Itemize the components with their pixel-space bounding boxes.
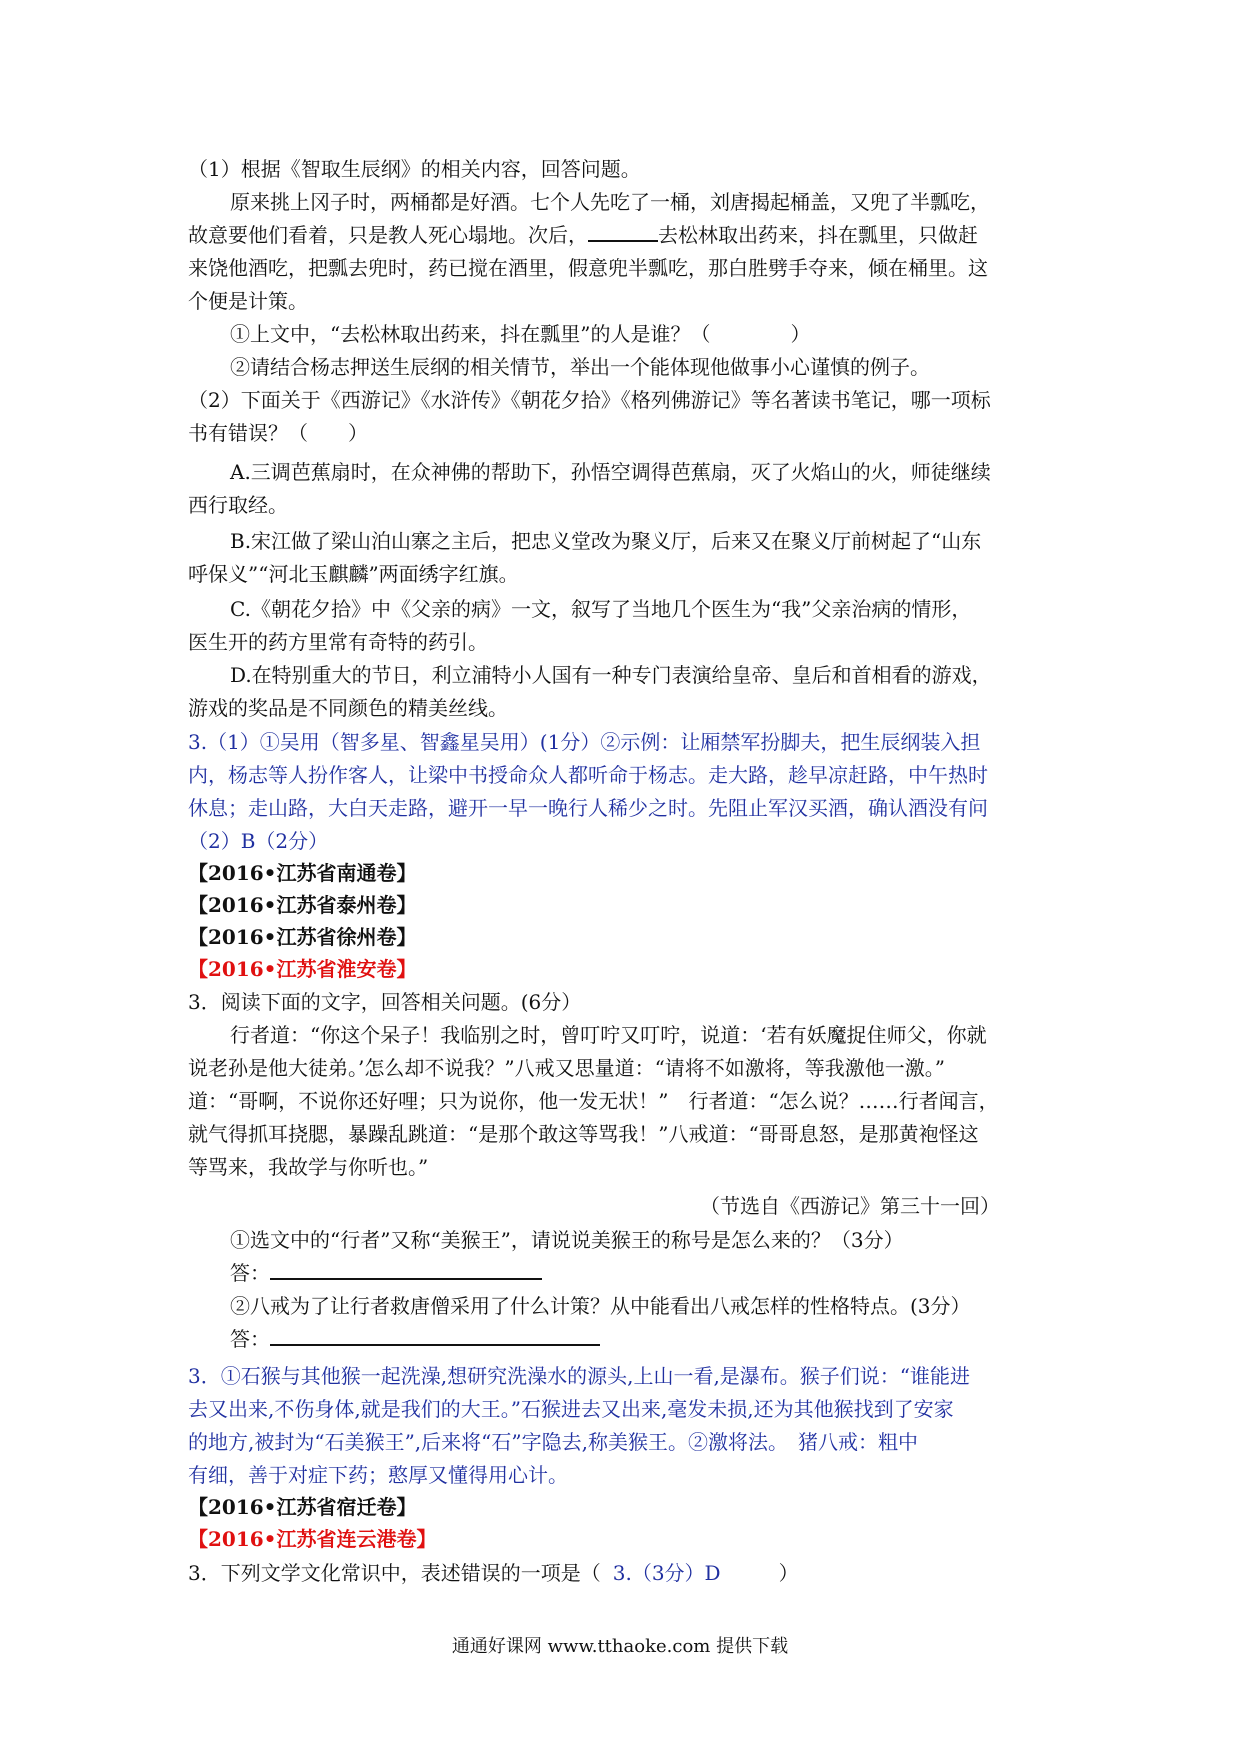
answer-blank <box>270 1326 600 1346</box>
answer-line: 3.（1）①吴用（智多星、智鑫星吴用）(1分）②示例：让厢禁军扮脚夫，把生辰纲装入担 <box>188 730 981 754</box>
q3-passage-line: 行者道：“你这个呆子！我临别之时，曾叮咛又叮咛，说道：‘若有妖魔捉住师父，你就 <box>230 1023 987 1047</box>
q3-passage-line: 道：“哥啊，不说你还好哩；只为说你，他一发无状！” 行者道：“怎么说？……行者闻言， <box>188 1089 999 1113</box>
fill-blank <box>588 222 658 242</box>
q1-passage-text: 故意要他们看着，只是教人死心塌地。次后， <box>188 223 588 247</box>
q3-passage-line: 说老孙是他大徒弟。’怎么却不说我？”八戒又思量道：“请将不如激将，等我激他一激。” <box>188 1056 946 1080</box>
q1-passage-line: 个便是计策。 <box>188 289 308 313</box>
section-header-highlight: 【2016•江苏省淮安卷】 <box>188 957 417 981</box>
q4-close-paren: ） <box>778 1561 799 1585</box>
q4-text: 3．下列文学文化常识中，表述错误的一项是（ <box>188 1561 601 1585</box>
answer-line: （2）B（2分） <box>188 829 329 853</box>
q2-option-c: 医生开的药方里常有奇特的药引。 <box>188 630 488 654</box>
q3-heading: 3．阅读下面的文字，回答相关问题。(6分） <box>188 990 582 1014</box>
q3-sub-question-2: ②八戒为了让行者救唐僧采用了什么计策？从中能看出八戒怎样的性格特点。(3分） <box>230 1294 971 1318</box>
q2-heading: 书有错误？（ ） <box>188 421 368 445</box>
answer-line: 有细，善于对症下药；憨厚又懂得用心计。 <box>188 1463 568 1487</box>
q1-passage-line <box>188 219 1058 252</box>
answer-field-line <box>230 1323 1100 1356</box>
answer-blank <box>270 1260 542 1280</box>
passage-source: （节选自《西游记》第三十一回） <box>700 1194 1000 1218</box>
answer-line: 去又出来,不伤身体,就是我们的大王。”石猴进去又出来,毫发未损,还为其他猴找到了安家 <box>188 1397 954 1421</box>
q2-option-b: 呼保义”“河北玉麒麟”两面绣字红旗。 <box>188 562 519 586</box>
q1-heading: （1）根据《智取生辰纲》的相关内容，回答问题。 <box>188 157 641 181</box>
q2-option-d: D.在特别重大的节日，利立浦特小人国有一种专门表演给皇帝、皇后和首相看的游戏， <box>230 663 992 687</box>
section-header-highlight: 【2016•江苏省连云港卷】 <box>188 1527 437 1551</box>
answer-line: 3．①石猴与其他猴一起洗澡,想研究洗澡水的源头,上山一看,是瀑布。猴子们说：“谁能进 <box>188 1364 971 1388</box>
answer-label: 答： <box>230 1261 270 1285</box>
q3-passage-line: 就气得抓耳挠腮，暴躁乱跳道：“是那个敢这等骂我！”八戒道：“哥哥息怒，是那黄袍怪这 <box>188 1122 979 1146</box>
q2-option-b: B.宋江做了梁山泊山寨之主后，把忠义堂改为聚义厅，后来又在聚义厅前树起了“山东 <box>230 529 982 553</box>
q1-passage-line: 来饶他酒吃，把瓢去兜时，药已搅在酒里，假意兜半瓢吃，那白胜劈手夺来，倾在桶里。这 <box>188 256 988 280</box>
page-footer: 通通好课网 www.tthaoke.com 提供下载 <box>451 1636 789 1657</box>
section-header: 【2016•江苏省南通卷】 <box>188 861 417 885</box>
answer-line: 内，杨志等人扮作客人，让梁中书授命众人都听命于杨志。走大路，趁早凉赶路，中午热时 <box>188 763 988 787</box>
q4-question-line <box>188 1557 1058 1590</box>
q3-passage-line: 等骂来，我故学与你听也。” <box>188 1155 429 1179</box>
answer-field-line <box>230 1257 1100 1290</box>
q1-passage-line: 原来挑上冈子时，两桶都是好酒。七个人先吃了一桶，刘唐揭起桶盖，又兜了半瓢吃， <box>230 190 990 214</box>
answer-line: 休息；走山路，大白天走路，避开一早一晚行人稀少之时。先阻止军汉买酒，确认酒没有问 <box>188 796 988 820</box>
q1-sub-question-2: ②请结合杨志押送生辰纲的相关情节，举出一个能体现他做事小心谨慎的例子。 <box>230 355 930 379</box>
q2-option-c: C.《朝花夕拾》中《父亲的病》一文，叙写了当地几个医生为“我”父亲治病的情形， <box>230 597 972 621</box>
q4-answer: 3.（3分）D <box>612 1561 721 1585</box>
q1-passage-text: 去松林取出药来，抖在瓢里，只做赶 <box>658 223 978 247</box>
section-header: 【2016•江苏省徐州卷】 <box>188 925 417 949</box>
q2-option-d: 游戏的奖品是不同颜色的精美丝线。 <box>188 696 508 720</box>
section-header: 【2016•江苏省泰州卷】 <box>188 893 417 917</box>
q1-sub-question-1: ①上文中，“去松林取出药来，抖在瓢里”的人是谁？（ ） <box>230 322 811 346</box>
q2-option-a: 西行取经。 <box>188 493 288 517</box>
q2-option-a: A.三调芭蕉扇时，在众神佛的帮助下，孙悟空调得芭蕉扇，灭了火焰山的火，师徒继续 <box>230 460 991 484</box>
answer-label: 答： <box>230 1327 270 1351</box>
section-header: 【2016•江苏省宿迁卷】 <box>188 1495 417 1519</box>
q2-heading: （2）下面关于《西游记》《水浒传》《朝花夕拾》《格列佛游记》等名著读书笔记，哪一项标 <box>188 388 991 412</box>
q3-sub-question-1: ①选文中的“行者”又称“美猴王”，请说说美猴王的称号是怎么来的？（3分） <box>230 1228 904 1252</box>
answer-line: 的地方,被封为“石美猴王”,后来将“石”字隐去,称美猴王。②激将法。 猪八戒：粗中 <box>188 1430 918 1454</box>
